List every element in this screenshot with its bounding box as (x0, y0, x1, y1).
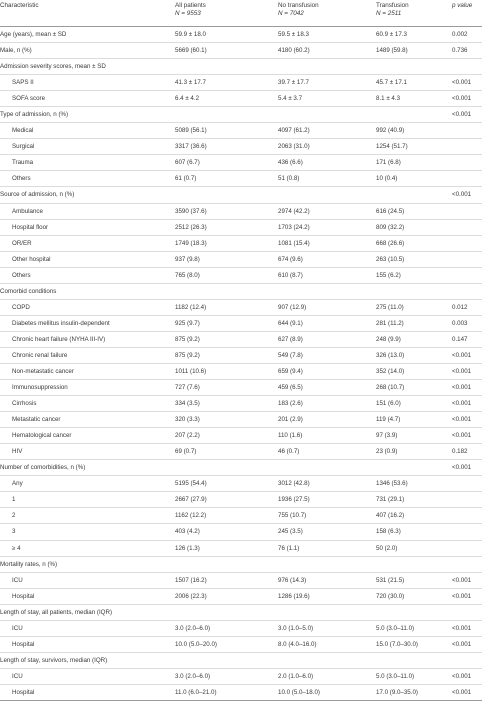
cell-pvalue: <0.001 (452, 107, 482, 123)
row-label: Hospital (0, 636, 175, 652)
table-row (0, 684, 482, 700)
cell-all-patients: 3590 (37.6) (175, 203, 278, 219)
cell-pvalue (452, 123, 482, 139)
cell-pvalue: 0.736 (452, 43, 482, 59)
table-row (0, 155, 482, 171)
row-label: Male, n (%) (0, 43, 175, 59)
cell-transfusion: 248 (9.9) (376, 331, 452, 347)
cell-no-transfusion (278, 556, 376, 572)
cell-all-patients (175, 187, 278, 203)
cell-no-transfusion: 644 (9.1) (278, 315, 376, 331)
cell-transfusion: 60.9 ± 17.3 (376, 27, 452, 43)
cell-no-transfusion: 755 (10.7) (278, 508, 376, 524)
table-row (0, 219, 482, 235)
cell-pvalue (452, 203, 482, 219)
cell-all-patients: 69 (0.7) (175, 444, 278, 460)
table-row (0, 572, 482, 588)
cell-no-transfusion: 976 (14.3) (278, 572, 376, 588)
cell-no-transfusion: 674 (9.6) (278, 251, 376, 267)
table-row (0, 75, 482, 91)
table-row (0, 187, 482, 203)
cell-no-transfusion: 39.7 ± 17.7 (278, 75, 376, 91)
cell-pvalue (452, 524, 482, 540)
cell-transfusion: 23 (0.9) (376, 444, 452, 460)
cell-transfusion (376, 460, 452, 476)
header-all-label: All patients (175, 2, 206, 9)
cell-transfusion: 5.0 (3.0–11.0) (376, 668, 452, 684)
table-row (0, 492, 482, 508)
cell-pvalue (452, 540, 482, 556)
row-label: Immunosuppression (0, 380, 175, 396)
cell-no-transfusion (278, 652, 376, 668)
cell-no-transfusion: 110 (1.6) (278, 428, 376, 444)
cell-no-transfusion: 1703 (24.2) (278, 219, 376, 235)
table-row (0, 27, 482, 43)
cell-all-patients: 727 (7.6) (175, 380, 278, 396)
table-row (0, 588, 482, 604)
cell-no-transfusion: 436 (6.6) (278, 155, 376, 171)
table-row (0, 476, 482, 492)
header-pvalue-label: p value (452, 2, 473, 9)
table-row (0, 363, 482, 379)
cell-all-patients: 937 (9.8) (175, 251, 278, 267)
table-header (0, 0, 482, 27)
cell-all-patients: 334 (3.5) (175, 396, 278, 412)
cell-all-patients: 3.0 (2.0–6.0) (175, 620, 278, 636)
cell-transfusion (376, 187, 452, 203)
cell-pvalue (452, 59, 482, 75)
cell-transfusion (376, 604, 452, 620)
cell-transfusion: 45.7 ± 17.1 (376, 75, 452, 91)
cell-no-transfusion: 610 (8.7) (278, 267, 376, 283)
table-row (0, 652, 482, 668)
row-label: 1 (0, 492, 175, 508)
row-label: SOFA score (0, 91, 175, 107)
cell-transfusion: 158 (6.3) (376, 524, 452, 540)
row-label: Cirrhosis (0, 396, 175, 412)
table-row (0, 123, 482, 139)
cell-all-patients: 59.9 ± 18.0 (175, 27, 278, 43)
row-label: Others (0, 171, 175, 187)
row-label: SAPS II (0, 75, 175, 91)
table-row (0, 235, 482, 251)
row-label: Ambulance (0, 203, 175, 219)
cell-all-patients: 765 (8.0) (175, 267, 278, 283)
cell-no-transfusion: 2974 (42.2) (278, 203, 376, 219)
cell-no-transfusion: 201 (2.9) (278, 412, 376, 428)
cell-pvalue (452, 267, 482, 283)
header-characteristic (0, 0, 175, 27)
cell-pvalue: <0.001 (452, 380, 482, 396)
cell-transfusion: 97 (3.9) (376, 428, 452, 444)
cell-no-transfusion: 8.0 (4.0–16.0) (278, 636, 376, 652)
cell-no-transfusion: 659 (9.4) (278, 363, 376, 379)
cell-pvalue: 0.012 (452, 299, 482, 315)
header-trans-label: Transfusion (376, 2, 409, 9)
cell-transfusion: 17.0 (9.0–35.0) (376, 684, 452, 700)
cell-all-patients: 875 (9.2) (175, 331, 278, 347)
cell-all-patients (175, 652, 278, 668)
row-label: Source of admission, n (%) (0, 187, 175, 203)
cell-no-transfusion (278, 283, 376, 299)
cell-no-transfusion: 549 (7.8) (278, 347, 376, 363)
row-label: Number of comorbidities, n (%) (0, 460, 175, 476)
row-label: Hematological cancer (0, 428, 175, 444)
table-row (0, 299, 482, 315)
cell-no-transfusion: 1936 (27.5) (278, 492, 376, 508)
row-label: Trauma (0, 155, 175, 171)
cell-transfusion: 720 (30.0) (376, 588, 452, 604)
table-row (0, 171, 482, 187)
table-row (0, 668, 482, 684)
cell-no-transfusion: 2.0 (1.0–6.0) (278, 668, 376, 684)
cell-transfusion (376, 59, 452, 75)
cell-all-patients: 1162 (12.2) (175, 508, 278, 524)
cell-pvalue: <0.001 (452, 572, 482, 588)
row-label: Length of stay, survivors, median (IQR) (0, 652, 175, 668)
cell-transfusion: 50 (2.0) (376, 540, 452, 556)
table-row (0, 43, 482, 59)
cell-all-patients: 6.4 ± 4.2 (175, 91, 278, 107)
cell-transfusion: 151 (6.0) (376, 396, 452, 412)
row-label: Hospital floor (0, 219, 175, 235)
cell-all-patients (175, 556, 278, 572)
row-label: ICU (0, 620, 175, 636)
table-row (0, 267, 482, 283)
table-row (0, 251, 482, 267)
cell-no-transfusion (278, 460, 376, 476)
cell-no-transfusion (278, 187, 376, 203)
row-label: ≥ 4 (0, 540, 175, 556)
cell-transfusion (376, 107, 452, 123)
row-label: 2 (0, 508, 175, 524)
row-label: OR/ER (0, 235, 175, 251)
table-row (0, 524, 482, 540)
cell-all-patients: 1507 (16.2) (175, 572, 278, 588)
row-label: Chronic renal failure (0, 347, 175, 363)
cell-pvalue: <0.001 (452, 412, 482, 428)
cell-transfusion: 731 (29.1) (376, 492, 452, 508)
cell-no-transfusion: 51 (0.8) (278, 171, 376, 187)
cell-transfusion: 171 (6.8) (376, 155, 452, 171)
cell-transfusion: 809 (32.2) (376, 219, 452, 235)
row-label: Chronic heart failure (NYHA III-IV) (0, 331, 175, 347)
header-pvalue (452, 0, 482, 27)
cell-transfusion: 668 (26.6) (376, 235, 452, 251)
cell-no-transfusion: 5.4 ± 3.7 (278, 91, 376, 107)
cell-transfusion: 352 (14.0) (376, 363, 452, 379)
row-label: Type of admission, n (%) (0, 107, 175, 123)
header-all-patients (175, 0, 278, 27)
cell-no-transfusion: 10.0 (5.0–18.0) (278, 684, 376, 700)
cell-pvalue (452, 556, 482, 572)
cell-transfusion: 616 (24.5) (376, 203, 452, 219)
cell-all-patients: 320 (3.3) (175, 412, 278, 428)
header-all-n: N = 9553 (175, 10, 201, 17)
cell-no-transfusion: 183 (2.6) (278, 396, 376, 412)
cell-all-patients: 875 (9.2) (175, 347, 278, 363)
row-label: Other hospital (0, 251, 175, 267)
cell-pvalue: <0.001 (452, 684, 482, 700)
cell-transfusion: 1346 (53.6) (376, 476, 452, 492)
table-row (0, 315, 482, 331)
cell-all-patients (175, 107, 278, 123)
cell-no-transfusion: 59.5 ± 18.3 (278, 27, 376, 43)
header-transfusion (376, 0, 452, 27)
cell-no-transfusion: 3.0 (1.0–5.0) (278, 620, 376, 636)
cell-all-patients: 11.0 (6.0–21.0) (175, 684, 278, 700)
row-label: Surgical (0, 139, 175, 155)
cell-transfusion: 326 (13.0) (376, 347, 452, 363)
cell-all-patients: 61 (0.7) (175, 171, 278, 187)
table-row (0, 444, 482, 460)
cell-transfusion (376, 652, 452, 668)
cell-all-patients: 126 (1.3) (175, 540, 278, 556)
table-row (0, 91, 482, 107)
cell-pvalue (452, 155, 482, 171)
cell-pvalue (452, 251, 482, 267)
row-label: Hospital (0, 684, 175, 700)
cell-pvalue: <0.001 (452, 668, 482, 684)
cell-no-transfusion: 1286 (19.6) (278, 588, 376, 604)
table-row (0, 347, 482, 363)
cell-pvalue (452, 283, 482, 299)
cell-transfusion: 992 (40.9) (376, 123, 452, 139)
cell-no-transfusion: 627 (8.9) (278, 331, 376, 347)
cell-pvalue: <0.001 (452, 588, 482, 604)
row-label: Comorbid conditions (0, 283, 175, 299)
cell-transfusion: 1489 (59.8) (376, 43, 452, 59)
cell-transfusion: 119 (4.7) (376, 412, 452, 428)
cell-no-transfusion: 4097 (61.2) (278, 123, 376, 139)
cell-pvalue: 0.147 (452, 331, 482, 347)
cell-transfusion: 531 (21.5) (376, 572, 452, 588)
table-row (0, 283, 482, 299)
table-row (0, 620, 482, 636)
row-label: Length of stay, all patients, median (IQR) (0, 604, 175, 620)
row-label: Any (0, 476, 175, 492)
cell-all-patients: 403 (4.2) (175, 524, 278, 540)
cell-all-patients: 1011 (10.6) (175, 363, 278, 379)
cell-pvalue (452, 652, 482, 668)
cell-pvalue (452, 492, 482, 508)
row-label: 3 (0, 524, 175, 540)
cell-all-patients (175, 283, 278, 299)
table-body (0, 27, 482, 701)
cell-all-patients: 1182 (12.4) (175, 299, 278, 315)
cell-no-transfusion: 459 (6.5) (278, 380, 376, 396)
table-row (0, 556, 482, 572)
cell-pvalue: <0.001 (452, 620, 482, 636)
table-row (0, 604, 482, 620)
cell-transfusion (376, 556, 452, 572)
cell-no-transfusion: 1081 (15.4) (278, 235, 376, 251)
cell-pvalue (452, 476, 482, 492)
cell-all-patients: 10.0 (5.0–20.0) (175, 636, 278, 652)
header-characteristic-label: Characteristic (0, 2, 39, 9)
row-label: Age (years), mean ± SD (0, 27, 175, 43)
cell-all-patients: 1749 (18.3) (175, 235, 278, 251)
cell-all-patients (175, 59, 278, 75)
cell-transfusion (376, 283, 452, 299)
cell-transfusion: 263 (10.5) (376, 251, 452, 267)
cell-transfusion: 1254 (51.7) (376, 139, 452, 155)
cell-pvalue: <0.001 (452, 396, 482, 412)
cell-all-patients: 3.0 (2.0–6.0) (175, 668, 278, 684)
cell-all-patients: 2006 (22.3) (175, 588, 278, 604)
cell-transfusion: 5.0 (3.0–11.0) (376, 620, 452, 636)
table-row (0, 508, 482, 524)
cell-all-patients: 5669 (60.1) (175, 43, 278, 59)
header-no-transfusion (278, 0, 376, 27)
cell-pvalue: 0.182 (452, 444, 482, 460)
table-row (0, 380, 482, 396)
cell-transfusion: 155 (6.2) (376, 267, 452, 283)
cell-all-patients: 5195 (54.4) (175, 476, 278, 492)
table-row (0, 460, 482, 476)
row-label: Admission severity scores, mean ± SD (0, 59, 175, 75)
cell-all-patients: 207 (2.2) (175, 428, 278, 444)
cell-pvalue (452, 139, 482, 155)
cell-no-transfusion: 245 (3.5) (278, 524, 376, 540)
cell-no-transfusion (278, 107, 376, 123)
cell-all-patients: 607 (6.7) (175, 155, 278, 171)
cell-pvalue (452, 235, 482, 251)
cell-all-patients: 925 (9.7) (175, 315, 278, 331)
cell-pvalue: 0.003 (452, 315, 482, 331)
cell-transfusion: 281 (11.2) (376, 315, 452, 331)
row-label: Metastatic cancer (0, 412, 175, 428)
table-row (0, 203, 482, 219)
cell-no-transfusion: 4180 (60.2) (278, 43, 376, 59)
cell-pvalue: 0.002 (452, 27, 482, 43)
cell-all-patients: 2512 (26.3) (175, 219, 278, 235)
cell-all-patients (175, 604, 278, 620)
header-trans-n: N = 2511 (376, 10, 402, 17)
row-label: Diabetes mellitus insulin-dependent (0, 315, 175, 331)
cell-pvalue: <0.001 (452, 75, 482, 91)
header-row (0, 0, 482, 27)
row-label: Medical (0, 123, 175, 139)
cell-no-transfusion: 2063 (31.0) (278, 139, 376, 155)
cell-pvalue (452, 508, 482, 524)
table-row (0, 428, 482, 444)
row-label: ICU (0, 572, 175, 588)
cell-no-transfusion (278, 604, 376, 620)
table-row (0, 107, 482, 123)
cell-transfusion: 275 (11.0) (376, 299, 452, 315)
table-row (0, 59, 482, 75)
cell-transfusion: 10 (0.4) (376, 171, 452, 187)
cell-transfusion: 15.0 (7.0–30.0) (376, 636, 452, 652)
cell-all-patients: 3317 (36.6) (175, 139, 278, 155)
cell-pvalue: <0.001 (452, 363, 482, 379)
table-row (0, 331, 482, 347)
cell-pvalue (452, 219, 482, 235)
row-label: Mortality rates, n (%) (0, 556, 175, 572)
row-label: COPD (0, 299, 175, 315)
cell-pvalue: <0.001 (452, 460, 482, 476)
cell-no-transfusion (278, 59, 376, 75)
table-row (0, 139, 482, 155)
cell-no-transfusion: 46 (0.7) (278, 444, 376, 460)
cell-pvalue: <0.001 (452, 91, 482, 107)
cell-pvalue: <0.001 (452, 636, 482, 652)
cell-pvalue: <0.001 (452, 428, 482, 444)
cell-transfusion: 268 (10.7) (376, 380, 452, 396)
cell-transfusion: 407 (16.2) (376, 508, 452, 524)
row-label: Non-metastatic cancer (0, 363, 175, 379)
cell-all-patients (175, 460, 278, 476)
cell-transfusion: 8.1 ± 4.3 (376, 91, 452, 107)
cell-pvalue (452, 171, 482, 187)
cell-no-transfusion: 3012 (42.8) (278, 476, 376, 492)
cell-pvalue (452, 604, 482, 620)
table-row (0, 540, 482, 556)
cell-pvalue: <0.001 (452, 347, 482, 363)
cell-no-transfusion: 76 (1.1) (278, 540, 376, 556)
table-row (0, 396, 482, 412)
cell-no-transfusion: 907 (12.9) (278, 299, 376, 315)
cell-all-patients: 2667 (27.9) (175, 492, 278, 508)
table-row (0, 412, 482, 428)
table-row (0, 636, 482, 652)
header-notrans-label: No transfusion (278, 2, 319, 9)
header-notrans-n: N = 7042 (278, 10, 304, 17)
row-label: Hospital (0, 588, 175, 604)
row-label: ICU (0, 668, 175, 684)
cell-all-patients: 5089 (56.1) (175, 123, 278, 139)
cell-pvalue: <0.001 (452, 187, 482, 203)
row-label: Others (0, 267, 175, 283)
cell-all-patients: 41.3 ± 17.7 (175, 75, 278, 91)
row-label: HIV (0, 444, 175, 460)
